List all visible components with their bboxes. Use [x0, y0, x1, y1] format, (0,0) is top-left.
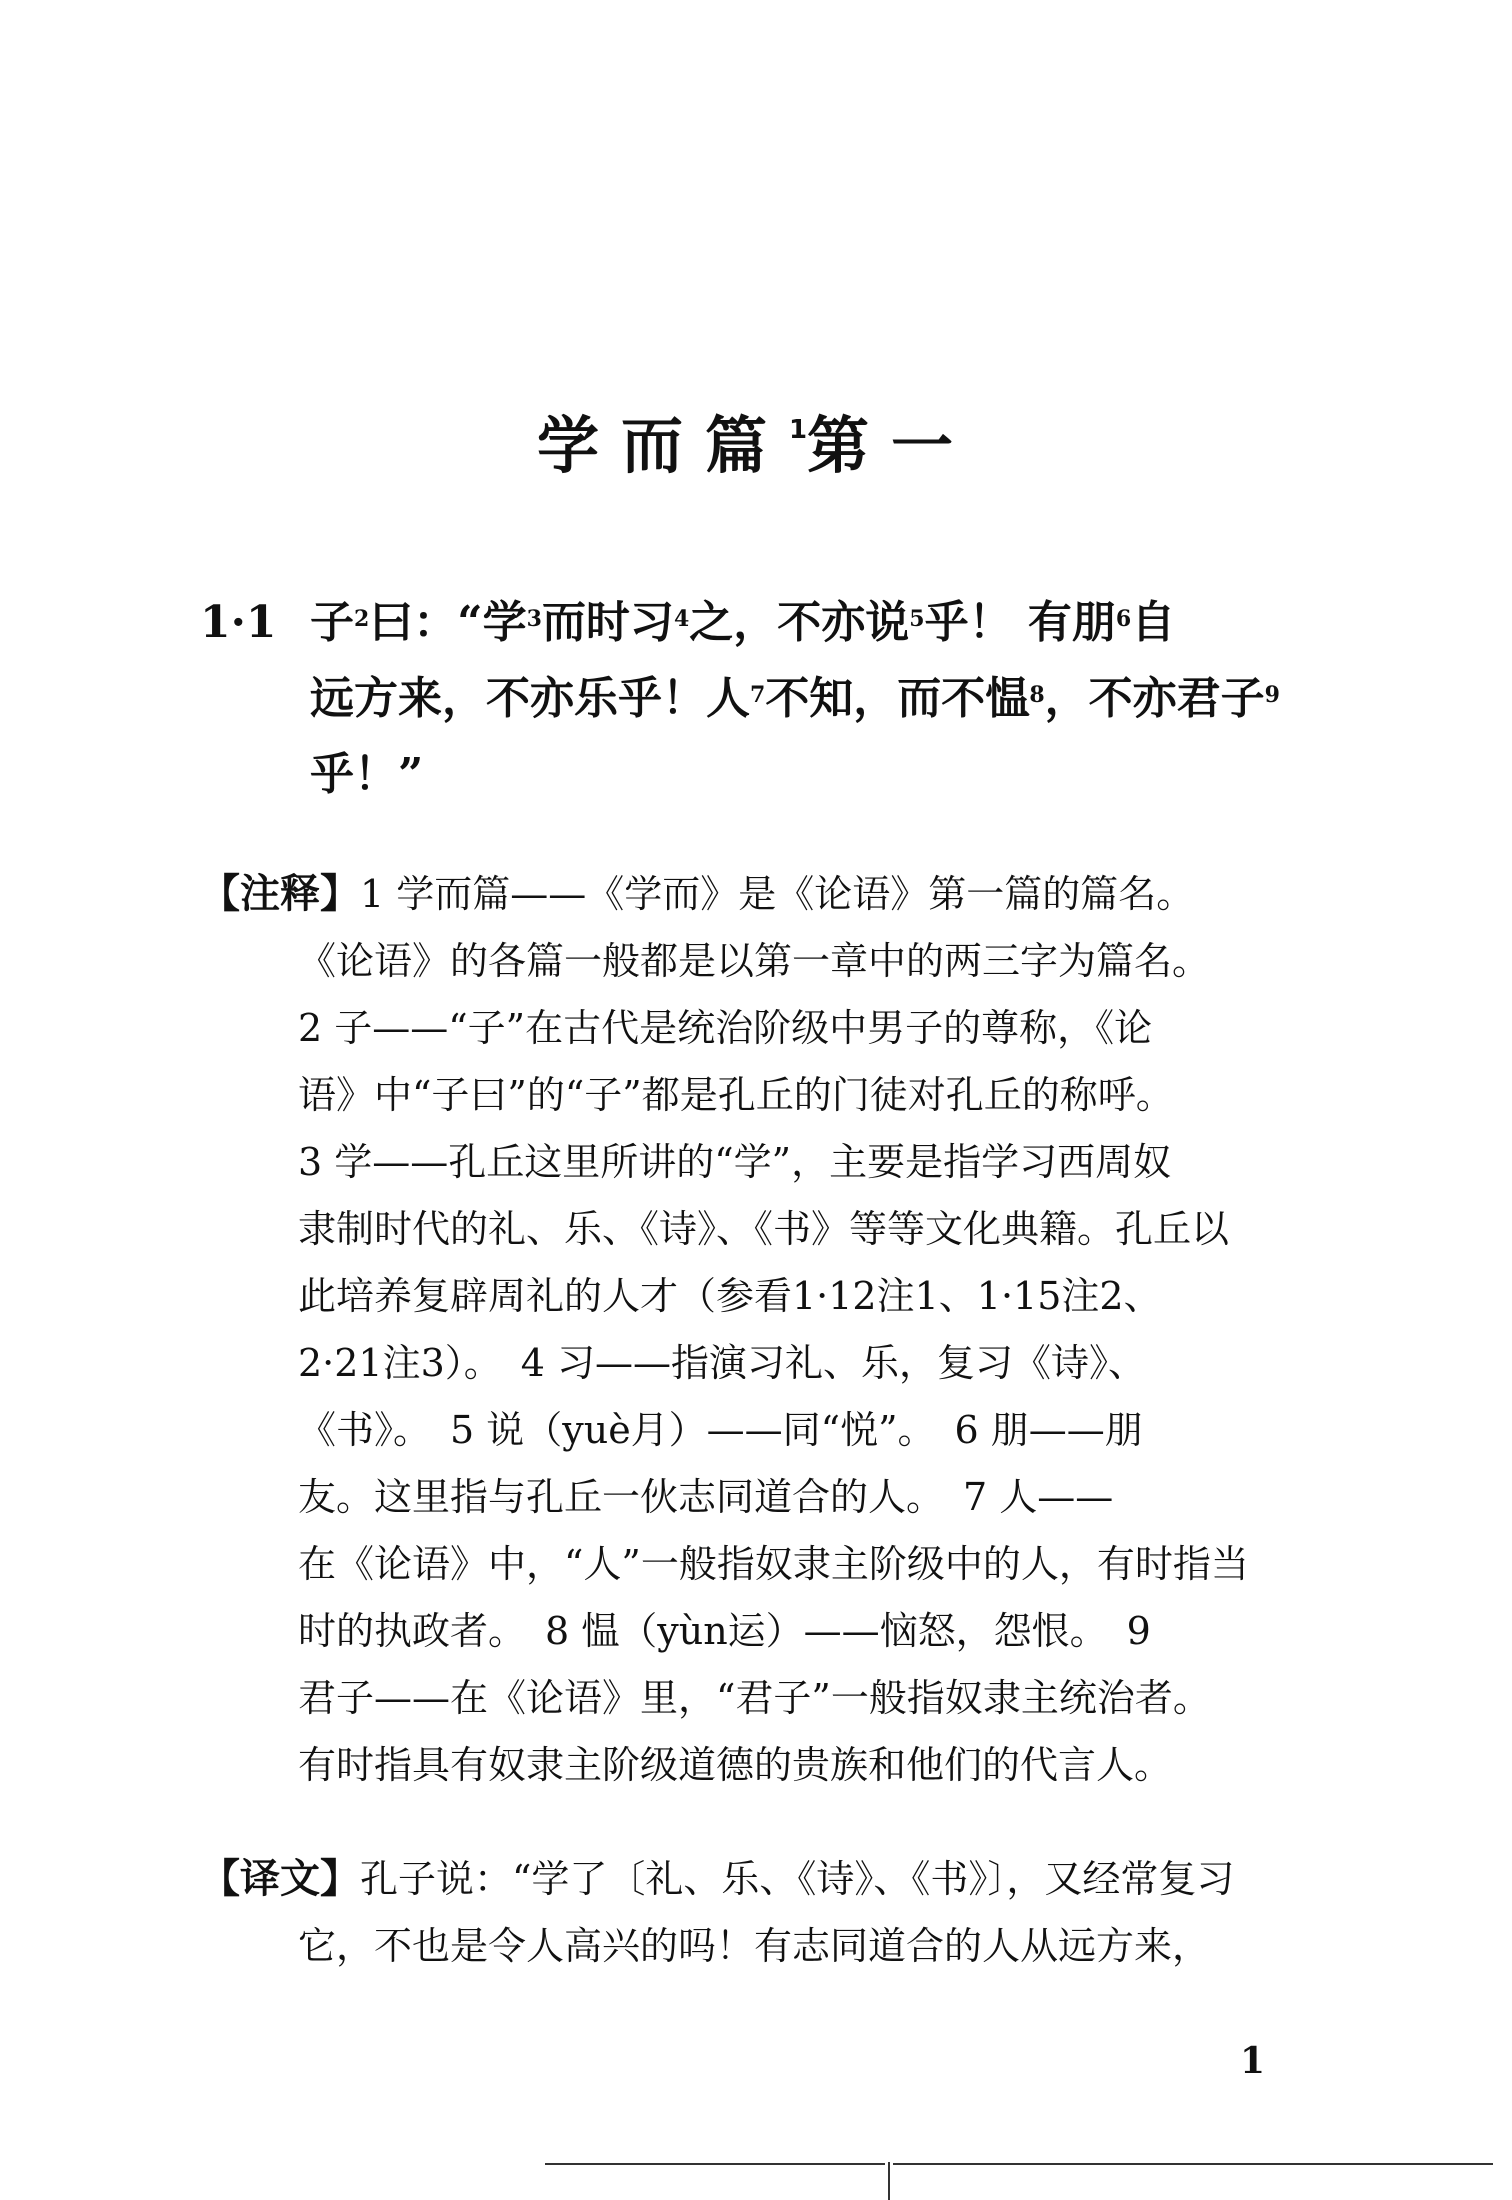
note-ref: 4 [673, 606, 690, 632]
notes-line: 2·21注3）。 4 习——指演习礼、乐，复习《诗》、 [298, 1341, 1147, 1385]
translation-block [200, 1845, 1310, 1980]
text-run: 曰：“学 [369, 597, 527, 648]
notes-line: 语》中“子曰”的“子”都是孔丘的门徒对孔丘的称呼。 [298, 1073, 1174, 1117]
notes-line: 3 学——孔丘这里所讲的“学”，主要是指学习西周奴 [298, 1140, 1172, 1184]
notes-line: 此培养复辟周礼的人才（参看1·12注1、1·15注2、 [298, 1274, 1162, 1318]
notes-line: 时的执政者。 8 愠（yùn运）——恼怒，怨恨。 9 [298, 1609, 1151, 1653]
section-number: 1·1 [200, 597, 277, 648]
notes-line: 隶制时代的礼、乐、《诗》、《书》等等文化典籍。孔丘以 [298, 1207, 1230, 1251]
note-ref: 8 [1029, 682, 1045, 708]
text-run: 之，不亦说 [689, 597, 910, 648]
note-ref: 5 [909, 606, 925, 632]
notes-line: 《书》。 5 说（yuè月）——同“悦”。 6 朋——朋 [298, 1408, 1143, 1452]
footer-rule-right [893, 2163, 1493, 2165]
chapter-title-main: 学而篇 [536, 409, 789, 482]
notes-line: 1 学而篇——《学而》是《论语》第一篇的篇名。 [360, 872, 1195, 916]
text-run: 远方来，不亦乐乎！人 [310, 673, 750, 724]
section-line-3: 乎！” [310, 749, 424, 800]
section-text [200, 585, 1330, 813]
chapter-title-rest: 第一 [807, 409, 976, 482]
text-run: ，不亦君子 [1044, 673, 1265, 724]
text-run: 不知，而不愠 [765, 673, 1030, 724]
section-line-1 [310, 585, 1330, 661]
chapter-title-note-number: 1 [788, 415, 808, 445]
text-run: 乎！ 有朋 [924, 597, 1116, 648]
notes-block [200, 860, 1310, 1799]
chapter-title [0, 409, 1512, 482]
translation-label: 【译文】 [200, 1855, 360, 1902]
notes-line: 友。这里指与孔丘一伙志同道合的人。 7 人—— [298, 1475, 1114, 1519]
note-ref: 6 [1115, 606, 1132, 632]
translation-line: 它，不也是令人高兴的吗！有志同道合的人从远方来， [298, 1924, 1211, 1968]
page-number: 1 [1240, 2040, 1266, 2082]
text-run: 而时习 [541, 597, 674, 648]
note-ref: 3 [526, 606, 542, 632]
note-ref: 7 [750, 682, 766, 708]
translation-line: 孔子说：“学了〔礼、乐、《诗》、《书》〕，又经常复习 [360, 1857, 1235, 1901]
notes-line: 在《论语》中，“人”一般指奴隶主阶级中的人，有时指当 [298, 1542, 1249, 1586]
translation-first-line [200, 1845, 1310, 1913]
note-ref: 9 [1264, 682, 1280, 708]
notes-first-line [200, 860, 1310, 928]
notes-line: 2 子——“子”在古代是统治阶级中男子的尊称，《论 [298, 1006, 1153, 1050]
notes-line: 君子——在《论语》里，“君子”一般指奴隶主统治者。 [298, 1676, 1211, 1720]
section-1-1 [200, 585, 1330, 813]
text-run: 子 [310, 597, 354, 648]
text-run: 自 [1131, 597, 1176, 648]
footer-rule-left [545, 2163, 885, 2165]
section-line-2 [310, 661, 1330, 737]
notes-line: 有时指具有奴隶主阶级道德的贵族和他们的代言人。 [298, 1743, 1173, 1787]
notes-line: 《论语》的各篇一般都是以第一章中的两三字为篇名。 [298, 939, 1211, 983]
note-ref: 2 [354, 606, 370, 632]
notes-label: 【注释】 [200, 870, 360, 917]
footer-tick-mark [888, 2162, 890, 2200]
